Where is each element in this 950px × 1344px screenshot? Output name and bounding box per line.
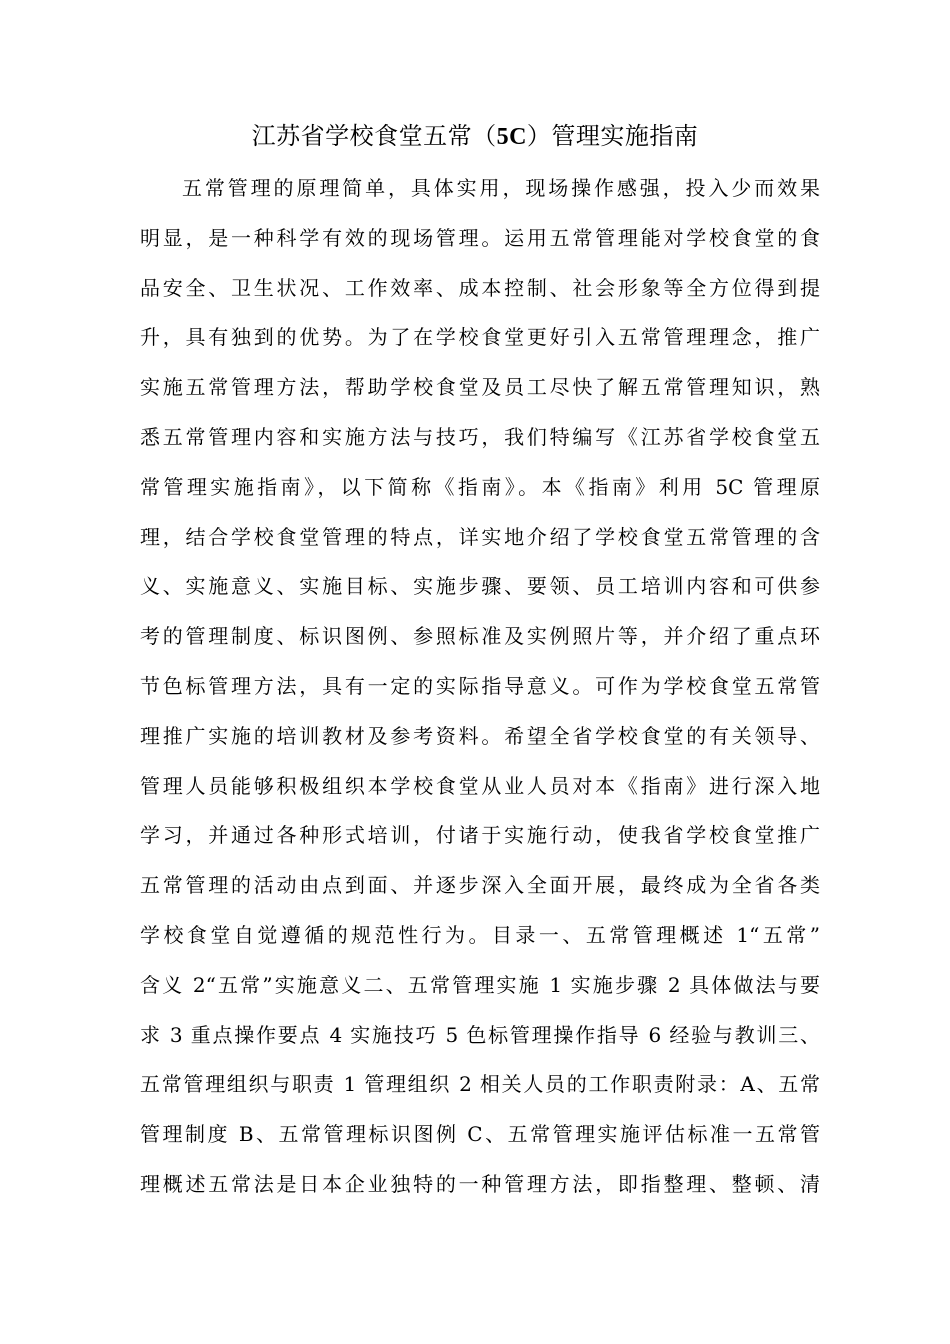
paragraph-line: 五常管理的活动由点到面、并逐步深入全面开展，最终成为全省各类	[140, 873, 820, 898]
paragraph-line: 义、实施意义、实施目标、实施步骤、要领、员工培训内容和可供参	[140, 574, 820, 599]
title-latin: 5C	[496, 124, 527, 150]
paragraph-line: 悉五常管理内容和实施方法与技巧，我们特编写《江苏省学校食堂五	[140, 424, 820, 449]
paragraph-line: 实施五常管理方法，帮助学校食堂及员工尽快了解五常管理知识，熟	[140, 375, 820, 400]
paragraph-line: 含义 2“五常”实施意义二、五常管理实施 1 实施步骤 2 具体做法与要	[140, 972, 820, 997]
paragraph-line: 学校食堂自觉遵循的规范性行为。目录一、五常管理概述 1“五常”	[140, 922, 820, 947]
paragraph-line: 品安全、卫生状况、工作效率、成本控制、社会形象等全方位得到提	[140, 275, 820, 300]
paragraph-line: 管理人员能够积极组织本学校食堂从业人员对本《指南》进行深入地	[140, 773, 820, 798]
title-suffix: ）管理实施指南	[526, 122, 699, 150]
document-body	[140, 164, 820, 1210]
paragraph-line: 常管理实施指南》，以下简称《指南》。本《指南》利用 5C 管理原	[140, 474, 820, 499]
paragraph-line: 学习，并通过各种形式培训，付诸于实施行动，使我省学校食堂推广	[140, 823, 820, 848]
paragraph-line: 理，结合学校食堂管理的特点，详实地介绍了学校食堂五常管理的含	[140, 524, 820, 549]
paragraph-line: 求 3 重点操作要点 4 实施技巧 5 色标管理操作指导 6 经验与教训三、	[140, 1022, 820, 1047]
paragraph-line: 理概述五常法是日本企业独特的一种管理方法，即指整理、整顿、清	[140, 1171, 820, 1196]
paragraph-line: 理推广实施的培训教材及参考资料。希望全省学校食堂的有关领导、	[140, 723, 820, 748]
paragraph-line: 考的管理制度、标识图例、参照标准及实例照片等，并介绍了重点环	[140, 624, 820, 649]
title-prefix: 江苏省学校食堂五常（	[251, 122, 497, 150]
paragraph-line: 管理制度 B、五常管理标识图例 C、五常管理实施评估标准一五常管	[140, 1122, 820, 1147]
paragraph-line: 升，具有独到的优势。为了在学校食堂更好引入五常管理理念，推广	[140, 325, 820, 350]
paragraph-line: 明显，是一种科学有效的现场管理。运用五常管理能对学校食堂的食	[140, 225, 820, 250]
paragraph-line: 五常管理组织与职责 1 管理组织 2 相关人员的工作职责附录：A、五常	[140, 1072, 820, 1097]
document-title	[0, 116, 950, 157]
paragraph-line: 节色标管理方法，具有一定的实际指导意义。可作为学校食堂五常管	[140, 673, 820, 698]
paragraph-line: 五常管理的原理简单，具体实用，现场操作感强，投入少而效果	[182, 176, 820, 200]
